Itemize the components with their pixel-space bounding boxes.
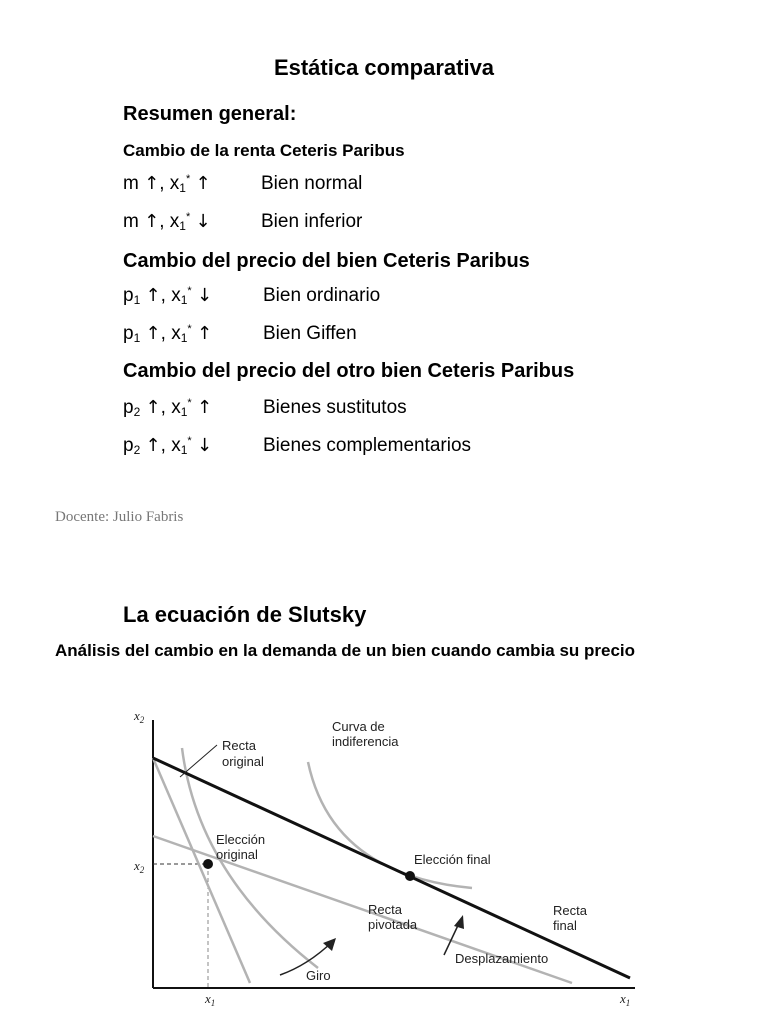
desplazamiento-label: Desplazamiento: [455, 951, 549, 966]
variable-arrow-icon: ↑: [145, 435, 161, 456]
eleccion-original-point: [203, 859, 213, 869]
slutsky-subtitle: Análisis del cambio en la demanda de un bien cuando cambia su precio: [55, 641, 636, 660]
recta-original-pointer: [180, 745, 217, 777]
section-heading: Cambio de la renta Ceteris Paribus: [123, 141, 405, 160]
summary-formula: m ↑, $x_1^*$ ↓: [123, 211, 211, 233]
summary-description: Bien ordinario: [263, 285, 381, 306]
variable-arrow-icon: ↑: [145, 323, 161, 344]
variable-arrow-icon: ↑: [144, 173, 160, 194]
docente-footer: Docente: Julio Fabris: [55, 509, 184, 525]
summary-formula: $p_1$ ↑, $x_1^*$ ↑: [123, 323, 213, 345]
summary-description: Bienes sustitutos: [263, 397, 407, 418]
recta-original-label: Recta original: [222, 738, 264, 769]
summary-formula: m ↑, $x_1^*$ ↑: [123, 173, 211, 195]
good-arrow-icon: ↓: [196, 435, 213, 456]
recta-final-label: Recta final: [553, 903, 587, 933]
slutsky-diagram: [120, 700, 650, 1018]
summary-description: Bienes complementarios: [263, 435, 472, 456]
summary-description: Bien Giffen: [263, 323, 357, 344]
variable-arrow-icon: ↑: [144, 211, 160, 232]
good-arrow-icon: ↓: [196, 285, 213, 306]
variable-arrow-icon: ↑: [145, 285, 161, 306]
summary-formula: $p_2$ ↑, $x_1^*$ ↓: [123, 435, 213, 457]
summary-description: Bien inferior: [261, 211, 363, 232]
indifference-curve-final: [308, 762, 472, 888]
x-tick-label: $x_1$: [205, 991, 216, 1008]
eleccion-final-label: Elección final: [414, 852, 491, 867]
good-arrow-icon: ↑: [196, 323, 213, 344]
eleccion-original-label: Elección original: [216, 832, 266, 862]
y-tick-label: $x_2$: [134, 858, 145, 875]
curva-indiferencia-label: Curva de indiferencia: [332, 719, 399, 749]
good-arrow-icon: ↑: [195, 173, 211, 194]
summary-formula: $p_1$ ↑, $x_1^*$ ↓: [123, 285, 213, 307]
summary-heading: Resumen general:: [123, 103, 297, 125]
summary-description: Bien normal: [261, 173, 363, 194]
variable-arrow-icon: ↑: [145, 397, 161, 418]
slutsky-title: La ecuación de Slutsky: [123, 602, 367, 627]
desplazamiento-arrowhead: [454, 915, 464, 929]
giro-label: Giro: [306, 968, 331, 983]
y-axis-label: $x_2$: [134, 708, 145, 725]
summary-formula: $p_2$ ↑, $x_1^*$ ↑: [123, 397, 213, 419]
good-arrow-icon: ↑: [196, 397, 213, 418]
page-title: Estática comparativa: [273, 55, 495, 80]
section-heading: Cambio del precio del bien Ceteris Paribus: [123, 250, 530, 272]
x-axis-label: $x_1$: [620, 991, 631, 1008]
good-arrow-icon: ↓: [195, 211, 211, 232]
section-heading: Cambio del precio del otro bien Ceteris Paribus: [123, 360, 575, 382]
recta-original-line: [153, 758, 250, 983]
recta-pivotada-label: Recta pivotada: [368, 902, 418, 932]
eleccion-final-point: [405, 871, 415, 881]
